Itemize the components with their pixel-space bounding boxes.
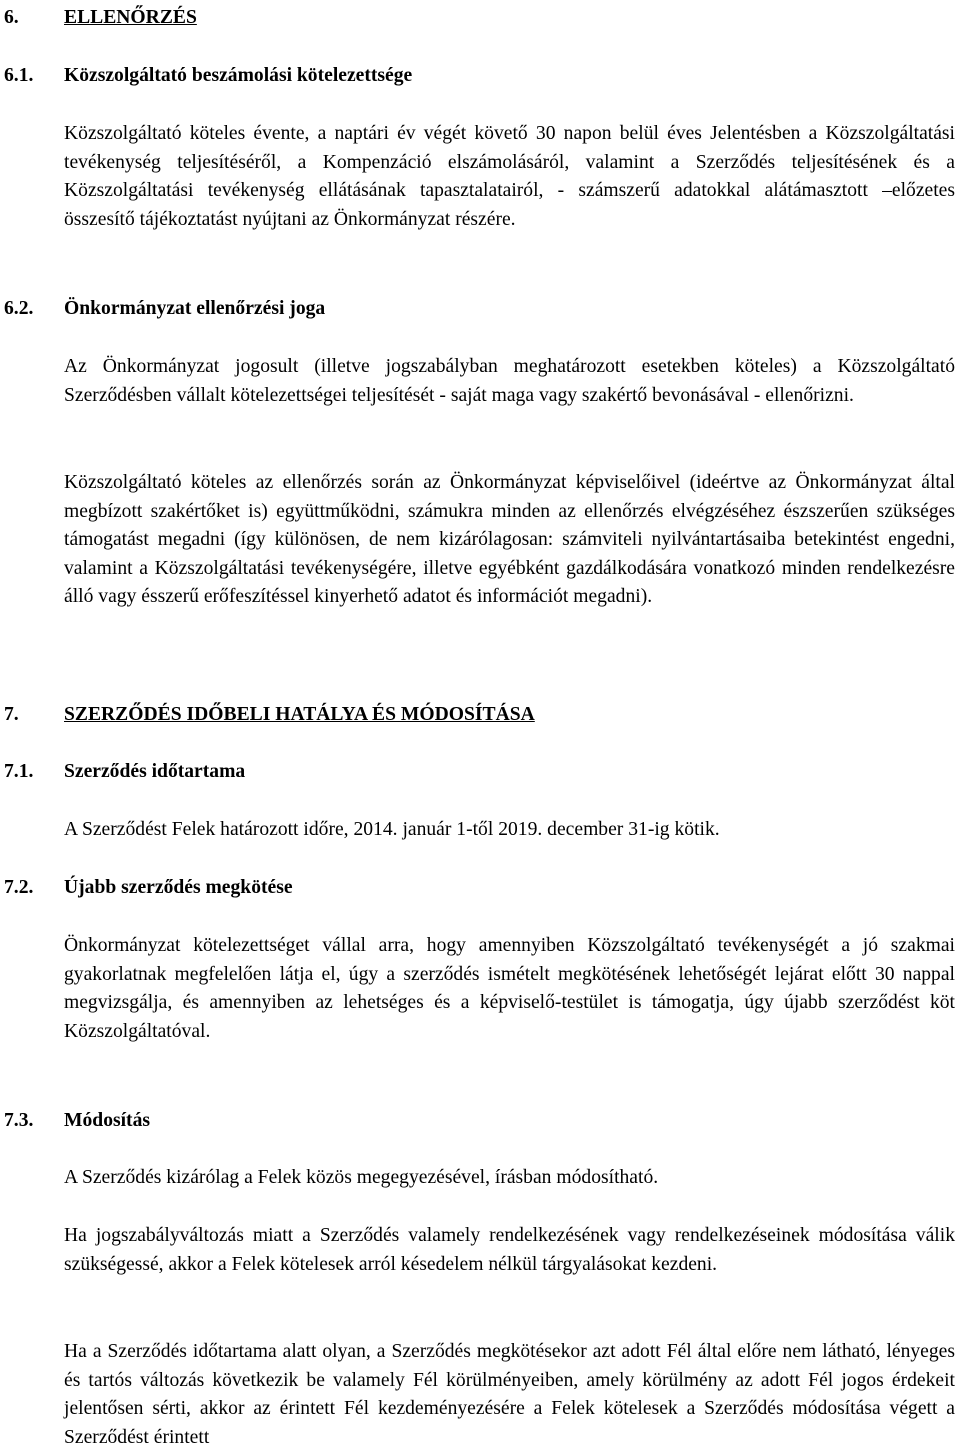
section-title: ELLENŐRZÉS — [64, 7, 197, 28]
subsection-title: Szerződés időtartama — [64, 761, 246, 782]
subsection-number: 6.2. — [4, 298, 34, 319]
paragraph-6-2-b: Közszolgáltató köteles az ellenőrzés során az Önkormányzat képviselőivel (ideértve az Önkormányzat által megbízott szakértőket is) együttműködni, számukra minden az ellenőrzés elvégzéséhez észszerűen szükséges támogatást megadni (így különösen, de nem kizárólagosan: számviteli nyilvántartásaiba betekintést engedni, valamint a Közszolgáltatási tevékenységére, illetve egyébként gazdálkodására vonatkozó minden rendelkezésre álló vagy ésszerű erőfeszítéssel kinyerhető adatot és információt megadni). — [64, 472, 955, 608]
subsection-title: Módosítás — [64, 1110, 151, 1131]
paragraph-7-3-c: Ha a Szerződés időtartama alatt olyan, a Szerződés megkötésekor azt adott Fél által előre nem látható, lényeges és tartós változás következik be valamely Fél körülményeiben, amely körülmény az adott Fél jogos érdekeit jelentősen sérti, akkor az érintett Fél kezdeményezésére a Felek kötelesek a Szerződés módosítása végett a Szerződést érintett — [64, 1341, 955, 1448]
subsection-title: Közszolgáltató beszámolási kötelezettsége — [64, 65, 413, 86]
section-number: 6. — [4, 7, 19, 28]
subsection-title: Önkormányzat ellenőrzési joga — [64, 298, 326, 319]
paragraph-6-1: Közszolgáltató köteles évente, a naptári év végét követő 30 napon belül éves Jelentésben a Közszolgáltatási tevékenység teljesítéséről, a Kompenzáció elszámolásáról, valamint a Szerződés teljesítésének és a Közszolgáltatási tevékenység ellátásának tapasztalatairól, - számszerű adatokkal alátámasztott –előzetes összesítő tájékoztatást nyújtani az Önkormányzat részére. — [64, 123, 955, 230]
paragraph-6-2-a: Az Önkormányzat jogosult (illetve jogszabályban meghatározott esetekben köteles) a Közszolgáltató Szerződésben vállalt kötelezettségei teljesítését - saját maga vagy szakértő bevonásával - ellenőrizni. — [64, 356, 955, 406]
section-number: 7. — [4, 704, 19, 725]
subsection-number: 6.1. — [4, 65, 34, 86]
subsection-number: 7.1. — [4, 761, 34, 782]
paragraph-7-2: Önkormányzat kötelezettséget vállal arra, hogy amennyiben Közszolgáltató tevékenységét a jó szakmai gyakorlatnak megfelelően látja el, úgy a szerződés ismételt megkötésének lehetőségét lejárat előtt 30 nappal megvizsgálja, és amennyiben az lehetséges és a képviselő-testület is támogatja, úgy újabb szerződést köt Közszolgáltatóval. — [64, 935, 955, 1042]
subsection-number: 7.3. — [4, 1110, 34, 1131]
paragraph-7-3-b: Ha jogszabályváltozás miatt a Szerződés valamely rendelkezésének vagy rendelkezéseinek módosítása válik szükségessé, akkor a Felek kötelesek arról késedelem nélkül tárgyalásokat kezdeni. — [64, 1225, 955, 1275]
paragraph-7-1: A Szerződést Felek határozott időre, 2014. január 1-től 2019. december 31-ig kötik. — [64, 819, 720, 840]
section-title: SZERZŐDÉS IDŐBELI HATÁLYA ÉS MÓDOSÍTÁSA — [64, 704, 535, 725]
paragraph-7-3-a: A Szerződés kizárólag a Felek közös megegyezésével, írásban módosítható. — [64, 1167, 659, 1188]
subsection-title: Újabb szerződés megkötése — [64, 877, 293, 898]
subsection-number: 7.2. — [4, 877, 34, 898]
